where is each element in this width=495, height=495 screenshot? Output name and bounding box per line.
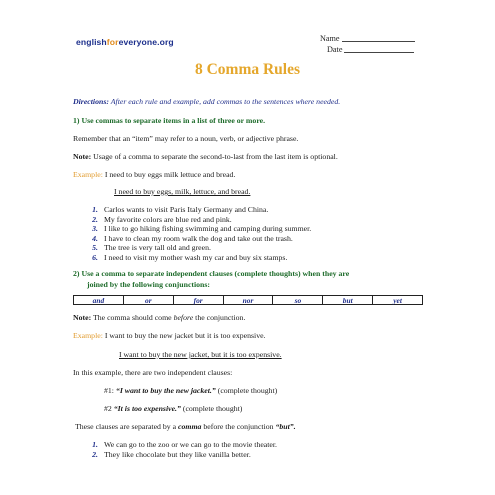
item-sentence[interactable]: We can go to the zoo or we can go to the movie theater. [104,440,278,449]
conjunction-cell: but [323,296,373,304]
item-number: 2. [92,449,98,459]
conjunction-cell: nor [224,296,274,304]
item-number: 1. [92,440,98,449]
name-label: Name [320,34,340,43]
page-title: 8 Comma Rules [194,61,301,78]
name-row [320,33,415,44]
list-item [84,224,311,234]
clause2-quote: “It is too expensive.” [113,404,181,413]
rule1-example [73,170,235,180]
rule2-clause1 [104,386,277,396]
rule1-exercise-list [84,205,311,263]
name-blank[interactable] [342,33,415,42]
item-sentence[interactable]: I need to visit my mother wash my car and buy six stamps. [104,252,288,262]
rule2-example-label: Example: [73,331,103,340]
item-number: 2. [92,214,98,224]
item-number: 4. [92,233,98,243]
rule2-note-label: Note: [73,313,92,322]
list-item [84,450,277,460]
rule1-note-text: Usage of a comma to separate the second-to-last from the last item is optional. [93,152,338,161]
rule2-exercise-list [84,440,277,459]
item-number: 3. [92,224,98,234]
item-sentence[interactable]: Carlos wants to visit Paris Italy Germany and China. [104,205,269,214]
rule1-remember: Remember that an “item” may refer to a noun, verb, or adjective phrase. [73,134,299,143]
item-number: 5. [92,243,98,253]
rule1-heading: 1) Use commas to separate items in a list of three or more. [73,116,266,125]
list-item [84,215,311,225]
item-sentence[interactable]: They like chocolate but they like vanilla better. [104,449,251,459]
rule2-note [73,313,245,323]
date-row [320,44,415,55]
item-number: 1. [92,205,98,214]
clause2-number: #2 [104,404,112,413]
separated-emphasis: comma [178,422,202,431]
separated-mid: before the conjunction [203,422,274,431]
site-logo [76,37,174,47]
name-date-block [320,33,415,55]
logo-text-for: for [106,37,119,47]
conjunction-cell: yet [393,296,402,305]
item-sentence[interactable]: The tree is very tall old and green. [104,243,211,253]
rule2-note-pre: The comma should come [93,313,172,322]
item-sentence[interactable]: My favorite colors are blue red and pink. [104,214,232,224]
rule1-note-label: Note: [73,152,92,161]
rule1-note [73,152,338,162]
conjunction-cell: so [273,296,323,304]
directions-text: After each rule and example, add commas to the sentences where needed. [110,97,341,106]
list-item [84,234,311,244]
conjunction-cell: for [174,296,224,304]
list-item [84,253,311,263]
conjunction-cell: and [74,296,124,304]
separated-pre: These clauses are separated by a [75,422,177,431]
clause1-tail: (complete thought) [217,386,278,395]
clause1-number: #1: [104,386,114,395]
clause2-tail: (complete thought) [182,404,243,413]
directions [73,97,340,107]
rule2-in-example: In this example, there are two independent clauses: [73,368,233,377]
logo-text-everyone: everyone.org [118,37,174,47]
rule2-example [73,331,266,341]
rule2-heading-line1: 2) Use a comma to separate independent clauses (complete thoughts) when they are [73,269,350,278]
date-blank[interactable] [344,44,414,53]
item-number: 6. [92,252,98,262]
rule2-example-corrected: I want to buy the new jacket, but it is too expensive. [119,350,282,359]
rule1-example-text: I need to buy eggs milk lettuce and bread. [104,170,236,179]
list-item [84,243,311,253]
rule2-note-emphasis: before [173,313,194,322]
list-item [84,440,277,450]
rule2-heading-line2: joined by the following conjunctions: [87,280,211,289]
item-sentence[interactable]: I have to clean my room walk the dog and take out the trash. [104,233,293,243]
item-sentence[interactable]: I like to go hiking fishing swimming and camping during summer. [104,224,312,234]
directions-label: Directions: [73,97,109,106]
rule2-note-post: the conjunction. [195,313,246,322]
clause1-quote: “I want to buy the new jacket.” [115,386,216,395]
date-label: Date [327,45,343,54]
rule2-separated [75,422,296,432]
rule2-clause2 [104,404,242,414]
rule1-example-label: Example: [73,170,103,179]
conjunction-cell: or [124,296,174,304]
rule1-example-corrected: I need to buy eggs, milk, lettuce, and bread. [114,187,251,196]
logo-text-english: english [76,37,107,47]
separated-conjunction: “but”. [275,422,296,431]
rule2-example-text: I want to buy the new jacket but it is too expensive. [104,331,266,340]
list-item [84,205,311,215]
conjunctions-table [73,295,423,305]
